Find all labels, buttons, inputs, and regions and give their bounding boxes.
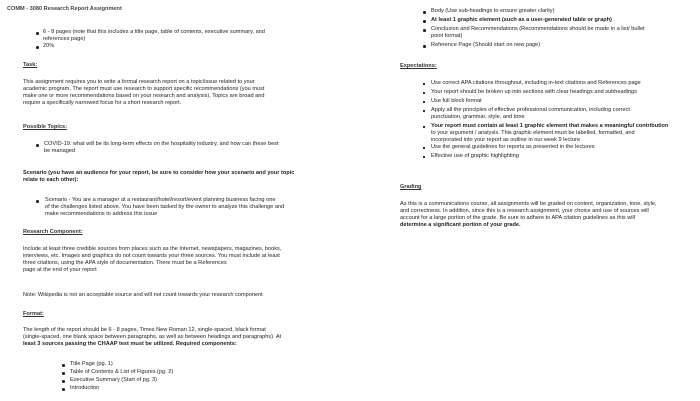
bullet-icon xyxy=(62,388,65,391)
format-line: least 3 sources passing the CHAAP test must be utilized. Required components: xyxy=(23,341,237,347)
square-bullet-icon xyxy=(423,147,425,149)
component-item xyxy=(431,17,612,24)
scenario-intro: relate to each other): xyxy=(23,177,79,183)
grading-line: account for a large portion of the grade. Be sure to adhere to APA citation guidelines as this will xyxy=(400,215,635,221)
intro-bullet-weight: 20% xyxy=(43,43,55,49)
possible-topics-heading: Possible Topics: xyxy=(23,124,68,130)
scenario-intro: Scenario (you have an audience for your report, be sure to consider how your scenario and your topic xyxy=(23,170,295,176)
bullet-icon xyxy=(423,20,426,23)
bullet-icon xyxy=(36,200,39,203)
square-bullet-icon xyxy=(423,92,425,94)
grading-heading: Grading xyxy=(400,184,422,190)
bullet-icon xyxy=(62,364,65,367)
research-line: three citations, using the APA style of documentation. There must be a References xyxy=(23,260,227,266)
bullet-icon xyxy=(423,29,426,32)
square-bullet-icon xyxy=(423,101,425,103)
component-item: Conclusion and Recommendations (Recommendations should be made in a list/ bullet xyxy=(431,26,645,32)
component-item: Table of Contents & List of Figures (pg. 2) xyxy=(70,369,174,375)
format-line: (single-spaced, one blank space between paragraphs, as well as between headings and paragraphs). At xyxy=(23,334,282,340)
expectation-item: Apply all the principles of effective professional communication, including correct xyxy=(431,107,630,113)
expectation-item: to your argument / analysis. This graphic element must be labelled, formatted, and xyxy=(431,130,635,136)
left-column xyxy=(0,0,340,401)
component-item: Executive Summary (Start of pg. 3) xyxy=(70,377,158,383)
bullet-icon xyxy=(36,144,39,147)
component-item: Body (Use sub-headings to ensure greater clarity) xyxy=(431,8,555,14)
bullet-icon xyxy=(62,372,65,375)
square-bullet-icon xyxy=(423,110,425,112)
task-line-text: academic program. The report must use research to support specific recommendations (you must xyxy=(23,86,265,92)
research-heading: Research Component: xyxy=(23,229,83,235)
scenario-line: of the challenges listed above. You have been tasked by the owner to analyze this challenge and xyxy=(45,204,285,210)
expectation-item: Your report should be broken up into sections with clear headings and subheadings xyxy=(431,89,637,95)
task-line: require a specifically narrowed focus for a short research report. xyxy=(23,100,182,106)
task-line xyxy=(23,86,264,93)
task-heading: Task: xyxy=(23,62,38,68)
bullet-icon xyxy=(36,46,39,49)
expectation-item: Your report must contain at least 1 graphic element that makes a meaningful contribution xyxy=(431,123,669,129)
expectation-item: Use the general guidelines for reports as presented in the lectures xyxy=(431,144,595,150)
format-line: The length of the report should be 6 - 8 pages, Times New Roman 12, single-spaced, black format xyxy=(23,327,266,333)
intro-bullet-line: 6 - 8 pages (note that this includes a title page, table of contents, executive summary, and xyxy=(43,29,265,35)
task-line: make one or more recommendations based on your research and analysis). Topics are broad and xyxy=(23,93,265,99)
research-line: Include at least three credible sources from places such as the Internet, newspapers, magazines, books, xyxy=(23,246,282,252)
square-bullet-icon xyxy=(423,156,425,158)
expectation-item: Use correct APA citations throughout, including in-text citations and References page xyxy=(431,80,641,86)
bullet-icon xyxy=(62,380,65,383)
bullet-icon xyxy=(423,11,426,14)
right-column xyxy=(350,0,700,401)
square-bullet-icon xyxy=(423,83,425,85)
grading-line: As this is a communications course, all assignments will be graded on content, organization, tone, style, xyxy=(400,201,657,207)
research-line: interviews, etc. Images and graphics do not count towards your three sources. You must include at least xyxy=(23,253,280,259)
expectation-item: punctuation, grammar, style, and tone xyxy=(431,114,525,120)
bullet-icon xyxy=(36,32,39,35)
format-heading: Format: xyxy=(23,311,44,317)
component-item-text: At least 1 graphic element (such as a user-generated table or graph) xyxy=(431,17,612,23)
expectation-item: Effective use of graphic highlighting xyxy=(431,153,519,159)
scenario-line: Scenario - You are a manager at a restaurant/hotel/resort/event planning business facing one xyxy=(45,197,276,203)
document-title: COMM - 3080 Research Report Assignment xyxy=(7,6,122,12)
grading-line: determine a significant portion of your grade. xyxy=(400,222,521,228)
component-item: Title Page (pg. 1) xyxy=(70,361,113,367)
topic-line: be managed xyxy=(44,148,76,154)
grading-line: and correctness. In addition, since this is a research assignment, your choice and use of sources will xyxy=(400,208,649,214)
expectation-item: incorporated into your report as outline in our week 9 lecture xyxy=(431,137,580,143)
component-item: point format) xyxy=(431,33,463,39)
intro-bullet-line: references page) xyxy=(43,36,86,42)
expectation-item: Use full block format xyxy=(431,98,482,104)
bullet-icon xyxy=(423,45,426,48)
task-line: This assignment requires you to write a formal research report on a topic/issue related to your xyxy=(23,79,255,85)
scenario-line: make recommendations to address this issue xyxy=(45,211,158,217)
topic-line: COVID-19: what will be its long-term effects on the hospitality industry, and how can these best xyxy=(44,141,279,147)
square-bullet-icon xyxy=(423,126,425,128)
expectations-heading: Expectations: xyxy=(400,63,437,69)
component-item: Introduction xyxy=(70,385,100,391)
note-line: Note: Wikipedia is not an acceptable source and will not count towards your research component xyxy=(23,292,263,298)
research-line: page at the end of your report xyxy=(23,267,97,273)
component-item: Reference Page (Should start on new page) xyxy=(431,42,541,48)
